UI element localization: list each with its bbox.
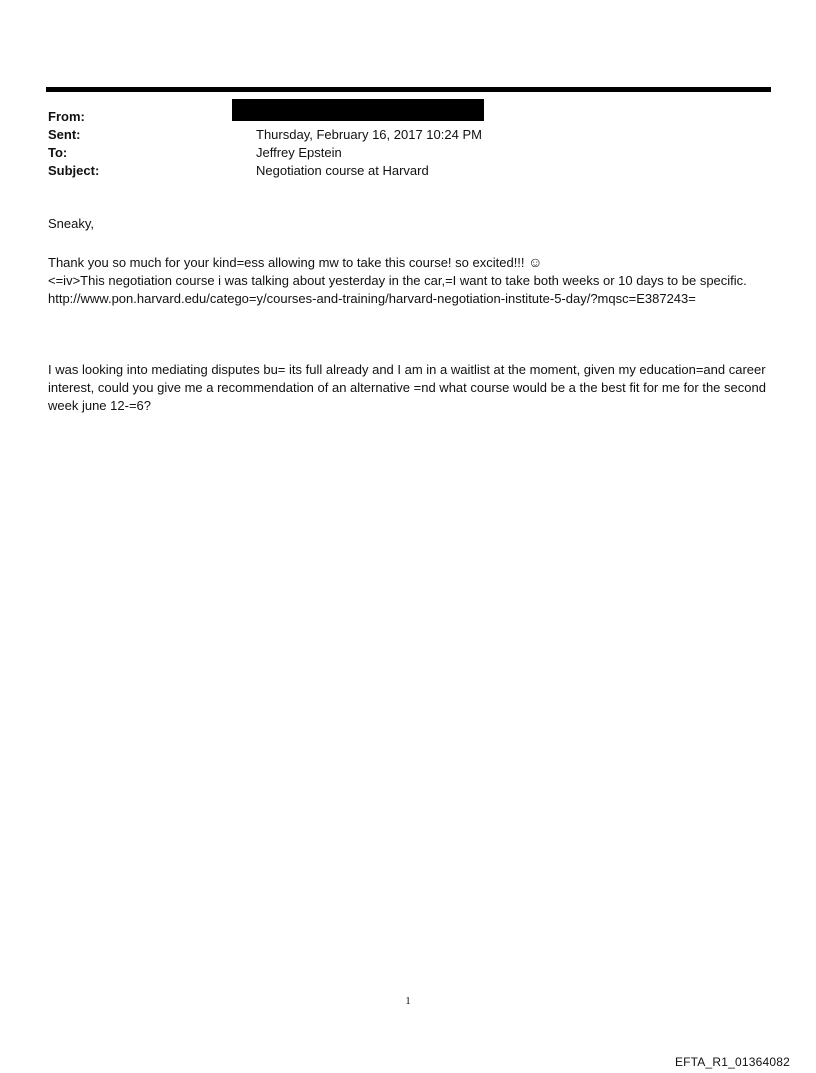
from-label: From:	[48, 109, 85, 124]
thanks-text: Thank you so much for your kind=ess allowing mw to take this course! so excited!!!	[48, 255, 529, 270]
sent-label: Sent:	[48, 127, 81, 142]
subject-row	[48, 162, 768, 180]
message-line-course: <=iv>This negotiation course i was talking about yesterday in the car,=I want to take both weeks or 10 days to be specific.	[48, 273, 747, 288]
sent-row	[48, 126, 768, 144]
smiley-icon: ☺	[528, 254, 543, 270]
header-rule	[46, 87, 771, 92]
message-paragraph-1	[48, 253, 768, 308]
from-value	[256, 108, 768, 126]
to-value: Jeffrey Epstein	[256, 145, 342, 160]
to-label: To:	[48, 145, 68, 160]
course-url: http://www.pon.harvard.edu/catego=y/courses-and-training/harvard-negotiation-institute-5-day/?mqsc=E387243=	[48, 291, 696, 306]
redaction-box	[232, 99, 484, 121]
to-row	[48, 144, 768, 162]
page-number: 1	[405, 995, 411, 1007]
message-paragraph-2: I was looking into mediating disputes bu= its full already and I am in a waitlist at the moment, given my education=and career interest, could you give me a recommendation of an alternative =nd what course would be a the best fit for me for the second week june 12-=6?	[48, 362, 766, 413]
bates-number: EFTA_R1_01364082	[674, 1055, 790, 1069]
message-line-thanks	[48, 253, 768, 272]
greeting: Sneaky,	[48, 216, 95, 231]
email-header	[48, 108, 768, 180]
subject-label: Subject:	[48, 163, 100, 178]
sent-value: Thursday, February 16, 2017 10:24 PM	[256, 127, 482, 142]
from-row	[48, 108, 768, 126]
subject-value: Negotiation course at Harvard	[256, 163, 429, 178]
